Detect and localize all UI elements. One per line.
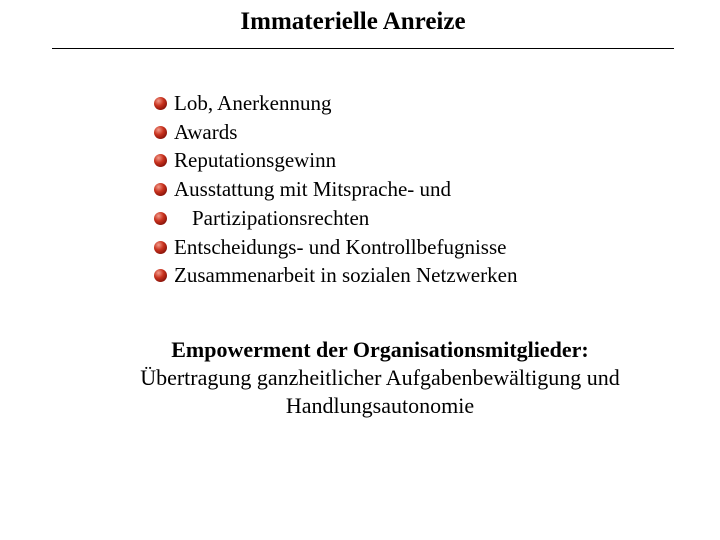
- list-item-label: Lob, Anerkennung: [174, 91, 332, 115]
- slide-title: Immaterielle Anreize: [240, 8, 466, 35]
- list-item: [152, 261, 517, 290]
- empowerment-line: Übertragung ganzheitlicher Aufgabenbewältigung und: [140, 365, 620, 390]
- list-item: [152, 118, 517, 147]
- incentive-bullet-list: [152, 89, 517, 290]
- title-divider: [52, 48, 674, 49]
- empowerment-heading: Empowerment der Organisationsmitglieder:: [171, 337, 589, 362]
- list-item-label: Entscheidungs- und Kontrollbefugnisse: [174, 234, 507, 259]
- list-item-label: Ausstattung mit Mitsprache- und: [174, 177, 452, 202]
- red-sphere-bullet-icon: [154, 126, 167, 139]
- red-sphere-bullet-icon: [154, 212, 167, 225]
- red-sphere-bullet-icon: [154, 183, 167, 196]
- empowerment-block: [0, 336, 720, 420]
- red-sphere-bullet-icon: [154, 241, 167, 254]
- empowerment-line: Handlungsautonomie: [285, 393, 475, 418]
- list-item: [152, 175, 517, 204]
- list-item: [152, 233, 517, 262]
- list-item: [152, 146, 517, 175]
- list-item: [152, 89, 517, 118]
- list-item: [152, 204, 517, 233]
- list-item-label: Zusammenarbeit in sozialen Netzwerken: [174, 263, 518, 288]
- list-item-label: Partizipationsrechten: [192, 205, 370, 230]
- list-item-label: Reputationsgewinn: [174, 148, 337, 173]
- red-sphere-bullet-icon: [154, 269, 167, 282]
- red-sphere-bullet-icon: [154, 97, 167, 110]
- list-item-label: Awards: [174, 119, 238, 144]
- red-sphere-bullet-icon: [154, 154, 167, 167]
